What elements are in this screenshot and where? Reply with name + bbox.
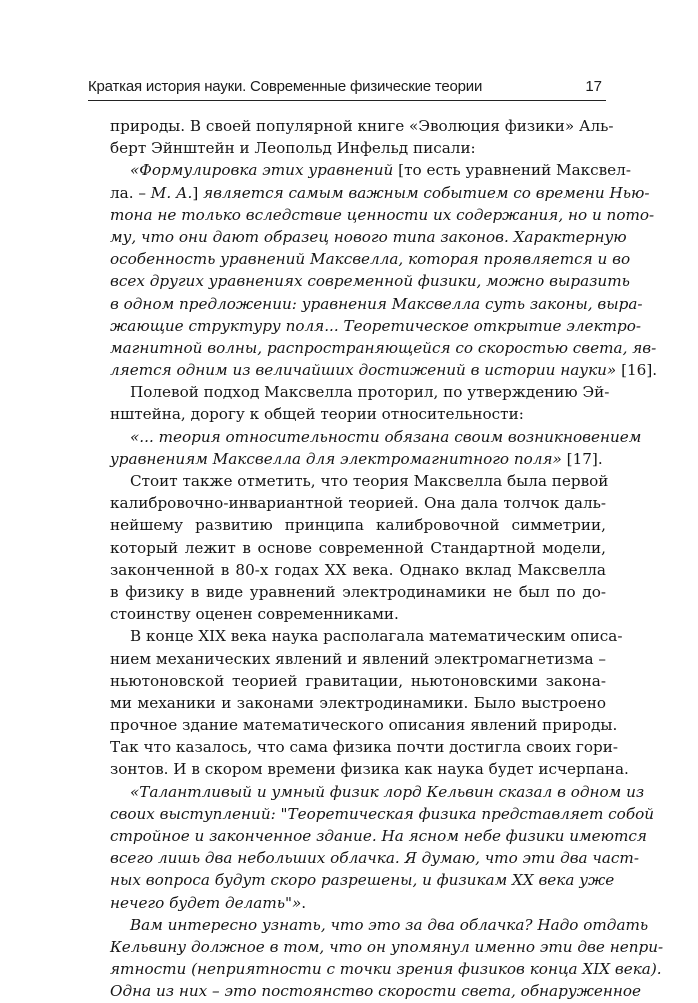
running-header xyxy=(88,76,606,101)
italic-text: ятности (неприятности с точки зрения физиков конца XIX века). xyxy=(110,960,662,979)
text-line xyxy=(110,337,657,359)
text-line xyxy=(110,426,642,448)
text-line xyxy=(110,115,614,137)
text-segment: природы. В своей популярной книге «Эволюция физики» Аль- xyxy=(110,117,614,135)
text-segment: калибровочно-инвариантной теорией. Она дала толчок даль- xyxy=(110,494,606,513)
text-line xyxy=(110,359,658,381)
text-line xyxy=(110,226,627,248)
text-line xyxy=(110,736,618,758)
italic-text: Кельвину должное в том, что он упомянул именно эти две непри- xyxy=(110,937,664,956)
text-line xyxy=(110,514,606,536)
text-segment: ньютоновской теорией гравитации, ньютоновскими закона- xyxy=(110,671,606,690)
text-line xyxy=(110,914,649,936)
text-line xyxy=(110,492,606,514)
italic-text: М. А. xyxy=(150,183,193,202)
text-line xyxy=(110,403,606,425)
text-line xyxy=(110,625,623,647)
text-segment: стоинству оценен современниками. xyxy=(110,605,399,624)
text-line xyxy=(110,293,643,315)
italic-text: ляется одним из величайших достижений в истории науки» xyxy=(110,361,622,380)
italic-text: является самым важным событием со времени Нью- xyxy=(203,183,650,202)
text-segment: ми механики и законами электродинамики. Было выстроено xyxy=(110,693,606,712)
text-line xyxy=(110,847,639,869)
text-segment: Полевой подход Максвелла проторил, по утверждению Эй- xyxy=(130,383,610,402)
text-segment: нштейна, дорогу к общей теории относительности: xyxy=(110,405,524,424)
text-line xyxy=(110,892,606,914)
text-line xyxy=(110,581,606,603)
text-line xyxy=(110,781,645,803)
text-line xyxy=(110,758,629,780)
text-segment: В конце XIX века наука располагала математическим описа- xyxy=(130,627,623,646)
text-line xyxy=(110,825,647,847)
text-line xyxy=(110,648,606,670)
text-line xyxy=(110,537,606,559)
text-line xyxy=(110,980,642,1002)
text-segment: который лежит в основе современной Стандартной модели, xyxy=(110,538,606,557)
text-segment: прочное здание математического описания явлений природы. xyxy=(110,716,618,735)
italic-text: тона не только вследствие ценности их содержания, но и пото- xyxy=(110,205,655,224)
text-line xyxy=(110,159,631,181)
italic-text: жающие структуру поля... Теоретическое открытие электро- xyxy=(110,316,641,335)
italic-text: уравнениям Максвелла для электромагнитного поля» xyxy=(110,449,567,468)
text-segment: в физику в виде уравнений электродинамики не был по до- xyxy=(110,582,606,601)
text-line xyxy=(110,714,618,736)
text-line xyxy=(110,803,655,825)
text-segment: [то есть уравнений Максвел- xyxy=(398,161,631,180)
text-line xyxy=(110,248,631,270)
text-line xyxy=(110,315,641,337)
text-line xyxy=(110,692,606,714)
italic-text: му, что они дают образец нового типа законов. Характерную xyxy=(110,227,627,246)
italic-text: всего лишь два небольших облачка. Я думаю, что эти два част- xyxy=(110,849,639,868)
text-line xyxy=(110,936,664,958)
text-line xyxy=(110,559,606,581)
italic-text: особенность уравнений Максвелла, которая проявляется и во xyxy=(110,250,631,269)
text-line xyxy=(110,381,610,403)
text-segment: Стоит также отметить, что теория Максвелла была первой xyxy=(130,472,609,490)
text-line xyxy=(110,182,650,204)
italic-text: Вам интересно узнать, что это за два облачка? Надо отдать xyxy=(130,915,649,934)
italic-text: «Формулировка этих уравнений xyxy=(130,161,399,180)
text-line xyxy=(110,869,615,891)
text-segment: берт Эйнштейн и Леопольд Инфельд писали: xyxy=(110,139,476,158)
text-segment: законченной в 80-х годах XX века. Однако вклад Максвелла xyxy=(110,560,606,579)
text-segment: [16]. xyxy=(621,361,658,380)
italic-text: ных вопроса будут скоро разрешены, и физикам XX века уже xyxy=(110,871,615,890)
italic-text: Одна из них – это постоянство скорости света, обнаруженное xyxy=(110,982,642,1001)
running-title: Краткая история науки. Современные физические теории xyxy=(88,78,483,95)
italic-text: своих выступлений: "Теоретическая физика представляет собой xyxy=(110,804,655,823)
text-segment: ла. – xyxy=(110,183,151,202)
text-segment: Так что казалось, что сама физика почти достигла своих гори- xyxy=(110,738,618,757)
text-line xyxy=(110,958,662,980)
body-text xyxy=(110,115,664,1003)
text-segment: нейшему развитию принципа калибровочной симметрии, xyxy=(110,516,606,535)
text-segment: зонтов. И в скором времени физика как наука будет исчерпана. xyxy=(110,760,629,779)
italic-text: «Талантливый и умный физик лорд Кельвин сказал в одном из xyxy=(130,782,645,801)
text-line xyxy=(110,204,655,226)
text-segment: нием механических явлений и явлений электромагнетизма – xyxy=(110,649,606,668)
text-line xyxy=(110,137,606,159)
italic-text: магнитной волны, распространяющейся со скоростью света, яв- xyxy=(110,338,657,357)
text-line xyxy=(110,270,630,292)
text-line xyxy=(110,470,609,492)
italic-text: нечего будет делать"» xyxy=(110,893,302,912)
italic-text: стройное и законченное здание. На ясном небе физики имеются xyxy=(110,827,647,845)
italic-text: всех других уравнениях современной физики, можно выразить xyxy=(110,272,630,291)
page-number: 17 xyxy=(585,78,602,95)
italic-text: «... теория относительности обязана своим возникновением xyxy=(130,427,642,446)
text-segment: . xyxy=(301,893,307,912)
text-line xyxy=(110,670,606,692)
text-line xyxy=(110,603,606,625)
text-segment: [17]. xyxy=(566,449,603,468)
text-line xyxy=(110,448,606,470)
italic-text: в одном предложении: уравнения Максвелла суть законы, выра- xyxy=(110,294,643,313)
text-segment: ] xyxy=(192,183,204,202)
